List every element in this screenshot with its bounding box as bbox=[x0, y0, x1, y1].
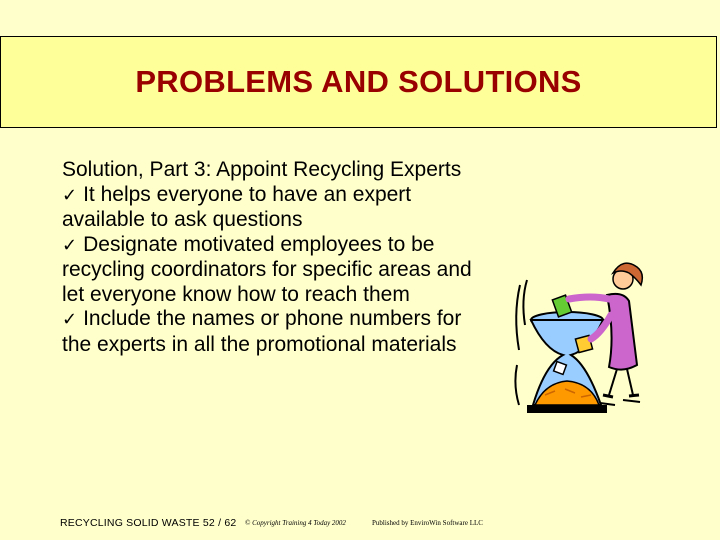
woman-recycling-hourglass-clipart bbox=[505, 255, 655, 425]
solution-heading: Solution, Part 3: Appoint Recycling Experts bbox=[62, 158, 462, 181]
checkmark-icon: ✓ bbox=[62, 234, 78, 256]
footer-copyright: © Copyright Training 4 Today 2002 bbox=[245, 519, 346, 527]
bullet-text: Designate motivated employees to be recycling coordinators for specific areas and let everyone know how to reach them bbox=[62, 232, 472, 306]
title-box bbox=[0, 36, 717, 128]
slide-content bbox=[62, 158, 482, 357]
page-number: 52 / 62 bbox=[202, 517, 237, 529]
footer-publisher: Published by EnviroWin Software LLC bbox=[372, 519, 483, 527]
bullet-item bbox=[62, 233, 482, 308]
bullet-item bbox=[62, 183, 482, 233]
bullet-text: It helps everyone to have an expert available to ask questions bbox=[62, 182, 412, 231]
checkmark-icon: ✓ bbox=[62, 309, 78, 330]
bullet-text: Include the names or phone numbers for the experts in all the promotional materials bbox=[62, 307, 462, 356]
bullet-item bbox=[62, 307, 482, 357]
checkmark-icon: ✓ bbox=[62, 184, 78, 206]
course-title: RECYCLING SOLID WASTE bbox=[60, 517, 200, 529]
slide-title: PROBLEMS AND SOLUTIONS bbox=[135, 64, 582, 99]
footer-course bbox=[60, 517, 236, 529]
